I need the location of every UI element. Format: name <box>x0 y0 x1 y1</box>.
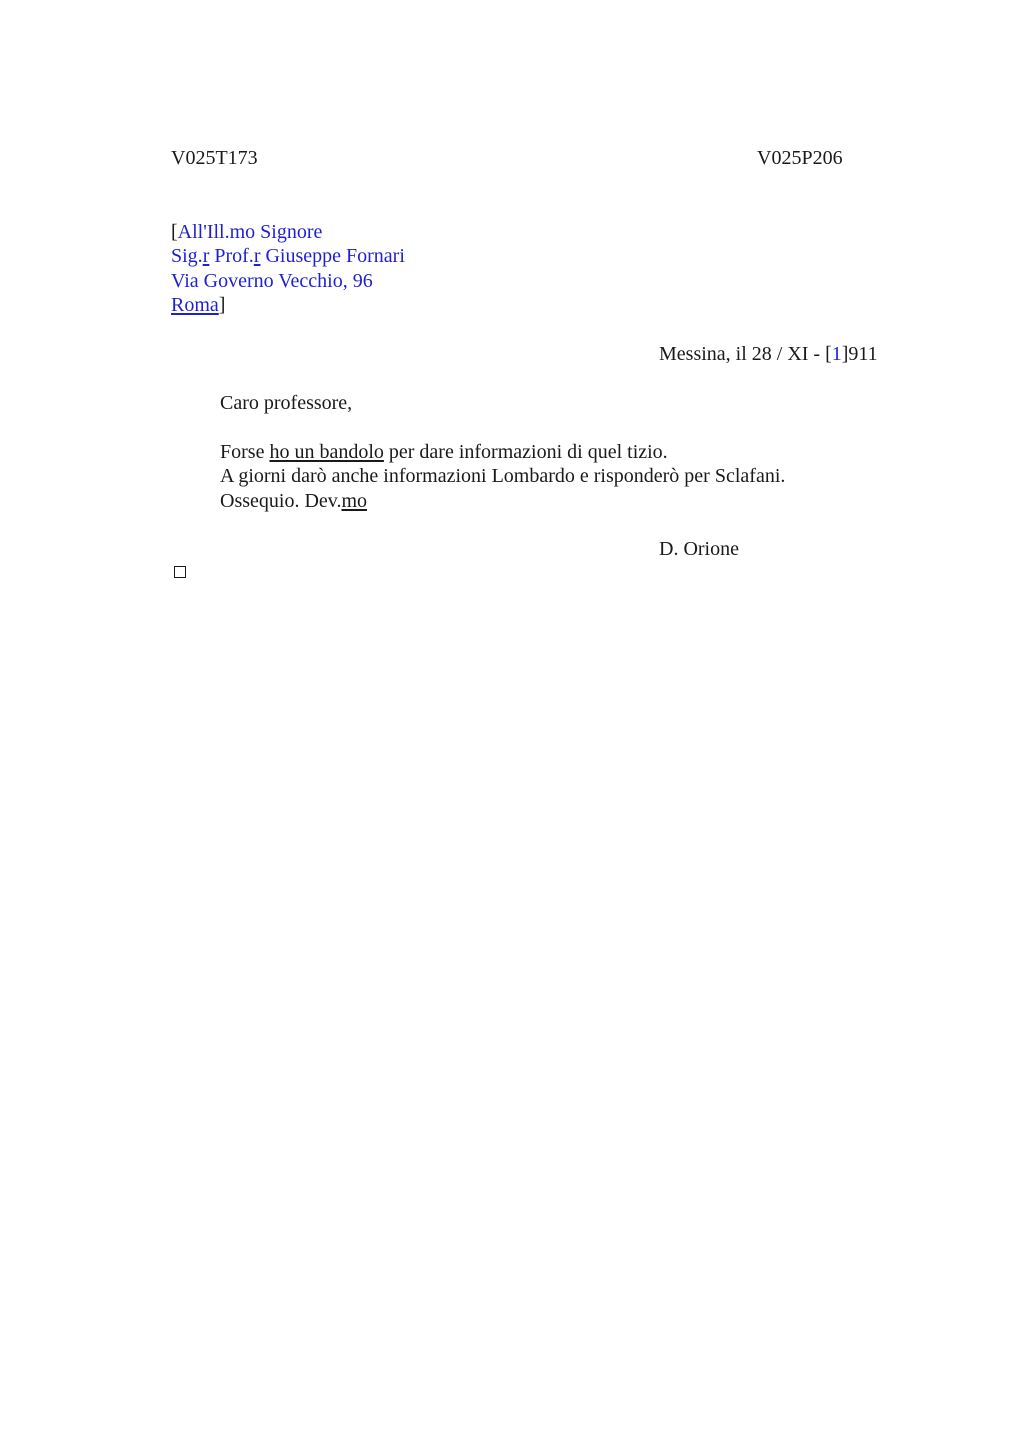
dateline-suffix: ]911 <box>841 343 878 365</box>
body-text: per dare informazioni di quel tizio. <box>383 441 668 463</box>
underlined-word: ho <box>269 441 290 463</box>
title-prof: Prof. <box>209 245 254 267</box>
closing-superscript: mo <box>341 490 368 512</box>
dateline <box>659 342 878 366</box>
closing-text: Ossequio. Dev. <box>220 490 342 512</box>
address-street: Via Governo Vecchio, 96 <box>171 270 373 292</box>
title-sig-superscript: r <box>202 245 210 267</box>
checkbox-icon <box>174 566 186 578</box>
address-salutation: All'Ill.mo Signore <box>177 221 323 243</box>
recipient-name: Giuseppe Fornari <box>260 245 405 267</box>
body-line-3 <box>220 489 367 513</box>
salutation: Caro professore, <box>220 392 353 414</box>
document-code-left: V025T173 <box>171 147 258 169</box>
address-line-2 <box>171 244 405 268</box>
address-line-4 <box>171 293 225 317</box>
signature: D. Orione <box>659 538 739 560</box>
address-city: Roma <box>171 294 219 316</box>
title-sig: Sig. <box>171 245 203 267</box>
dateline-insert: 1 <box>831 343 842 365</box>
open-bracket: [ <box>171 221 178 243</box>
address-line-1 <box>171 220 322 244</box>
close-bracket: ] <box>218 294 226 316</box>
dateline-prefix: Messina, il 28 / XI - [ <box>659 343 832 365</box>
underlined-word: un <box>294 441 315 463</box>
title-prof-superscript: r <box>253 245 261 267</box>
body-line-1 <box>220 440 668 464</box>
underlined-word: bandolo <box>319 441 384 463</box>
body-line-2: A giorni darò anche informazioni Lombardo e risponderò per Sclafani. <box>220 465 786 487</box>
document-code-right: V025P206 <box>757 147 843 169</box>
body-text: Forse <box>220 441 270 463</box>
